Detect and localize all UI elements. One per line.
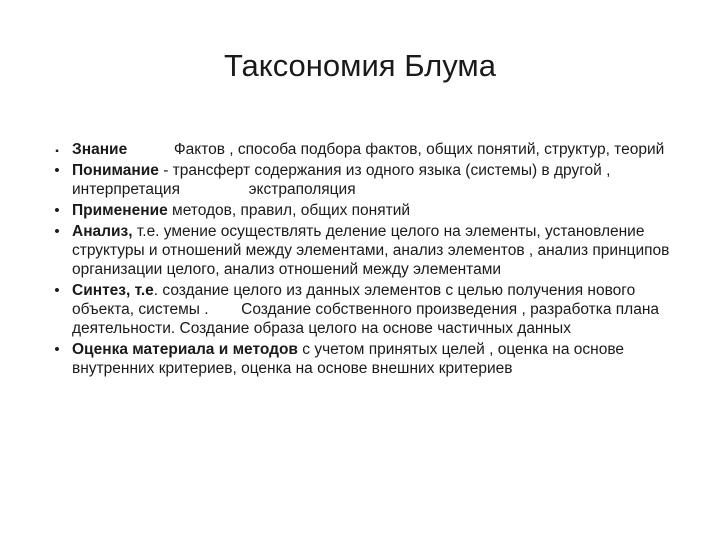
item-term: Синтез, т.е: [72, 282, 154, 299]
item-term: Оценка материала и методов: [72, 341, 298, 358]
item-description: - трансферт содержания из одного языка (системы) в другой , интерпретация: [72, 162, 611, 198]
item-description: Фактов , способа подбора фактов, общих понятий, структур, теорий: [173, 141, 665, 158]
item-description: Создание собственного произведения , разработка плана деятельности. Создание образа целого на основе частичных данных: [72, 301, 660, 337]
list-item: [50, 281, 690, 338]
item-term: Понимание: [72, 162, 159, 179]
item-term: Знание: [72, 141, 128, 158]
bullet-icon: •: [54, 162, 60, 179]
item-description: т.е. умение осуществлять деление целого на элементы, установление структуры и отношений между элементами, анализ элементов , анализ принципов организации целого, анализ отношений между элементами: [72, 223, 670, 278]
bullet-list: [50, 140, 690, 380]
list-item: [50, 201, 690, 220]
list-item: [50, 161, 690, 199]
item-term: Применение: [72, 202, 168, 219]
list-item: [50, 222, 690, 279]
slide-title: Таксономия Блума: [224, 48, 496, 83]
list-item: [50, 140, 690, 159]
bullet-icon: •: [54, 341, 60, 358]
item-description: . создание целого из данных элементов с целью получения нового объекта, системы .: [72, 282, 636, 318]
item-description: экстраполяция: [248, 181, 356, 198]
item-description: с учетом принятых целей , оценка на основе внутренних критериев, оценка на основе внешних критериев: [72, 341, 625, 377]
bullet-icon: ▪: [55, 146, 59, 157]
bullet-icon: •: [54, 202, 60, 219]
bullet-icon: •: [54, 223, 60, 240]
bullet-icon: •: [54, 282, 60, 299]
item-description: методов, правил, общих понятий: [172, 202, 411, 219]
list-item: [50, 340, 690, 378]
item-term: Анализ,: [72, 223, 133, 240]
